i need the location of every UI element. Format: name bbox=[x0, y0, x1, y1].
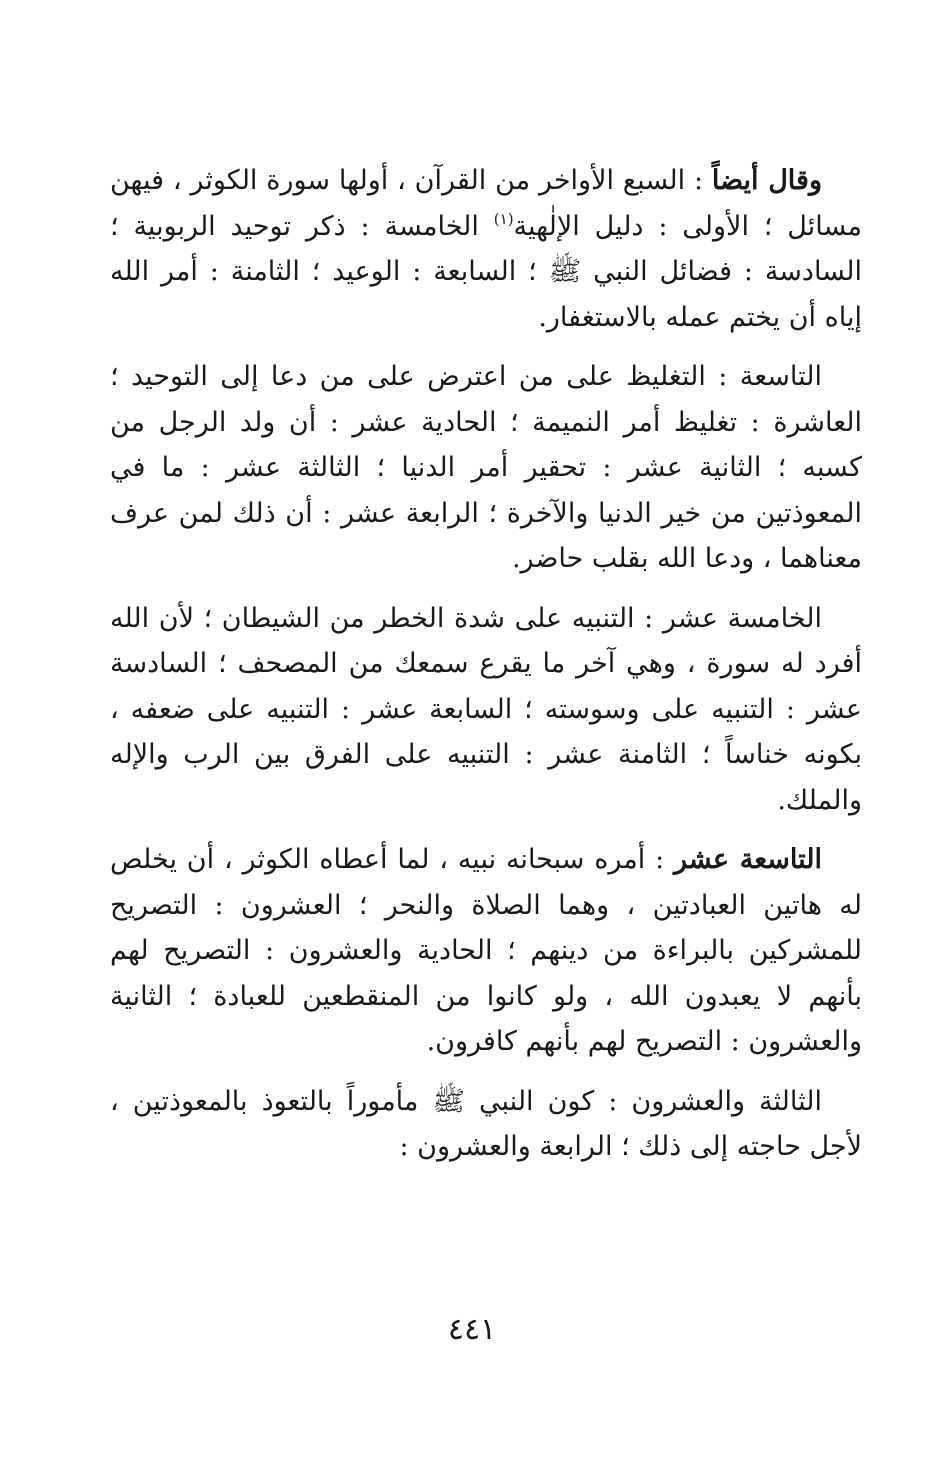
page-body bbox=[110, 158, 862, 1184]
paragraph-4-text: : أمره سبحانه نبيه ، لما أعطاه الكوثر ، أن يخلص له هاتين العبادتين ، وهما الصلاة والنحر ؛ العشرون : التصريح للمشركين بالبراءة من دينهم ؛ الحادية والعشرون : التصريح لهم بأنهم لا يعبدون الله ، ولو كانوا من المنقطعين للعبادة ؛ الثانية والعشرون : التصريح لهم بأنهم كافرون. bbox=[110, 844, 863, 1057]
paragraph-1-text-after: الخامسة : ذكر توحيد الربوبية ؛ السادسة : فضائل النبي ﷺ ؛ السابعة : الوعيد ؛ الثامنة : أمر الله إياه أن يختم عمله بالاستغفار. bbox=[110, 210, 862, 333]
paragraph-1-text: : السبع الأواخر من القرآن ، أولها سورة الكوثر ، فيهن مسائل ؛ الأولى : دليل الإلٰهية bbox=[110, 165, 862, 242]
paragraph-5: الثالثة والعشرون : كون النبي ﷺ مأموراً بالتعوذ بالمعوذتين ، لأجل حاجته إلى ذلك ؛ الرابعة والعشرون : bbox=[110, 1085, 862, 1162]
paragraph-2: التاسعة : التغليظ على من اعترض على من دعا إلى التوحيد ؛ العاشرة : تغليظ أمر النميمة ؛ الحادية عشر : أن ولد الرجل من كسبه ؛ الثانية عشر : تحقير أمر الدنيا ؛ الثالثة عشر : ما في المعوذتين من خير الدنيا والآخرة ؛ الرابعة عشر : أن ذلك لمن عرف معناهما ، ودعا الله بقلب حاضر. bbox=[110, 361, 862, 574]
paragraph-4-lead: التاسعة عشر bbox=[674, 844, 822, 875]
paragraph-1-lead: وقال أيضاً bbox=[711, 165, 822, 196]
paragraph-1 bbox=[110, 158, 862, 340]
page-number: ٤٤١ bbox=[447, 1312, 497, 1347]
paragraph-4 bbox=[110, 837, 862, 1065]
footnote-marker[interactable]: (١) bbox=[493, 209, 514, 228]
paragraph-3: الخامسة عشر : التنبيه على شدة الخطر من الشيطان ؛ لأن الله أفرد له سورة ، وهي آخر ما يقرع سمعك من المصحف ؛ السادسة عشر : التنبيه على وسوسته ؛ السابعة عشر : التنبيه على ضعفه ، بكونه خناساً ؛ الثامنة عشر : التنبيه على الفرق بين الرب والإله والملك. bbox=[110, 602, 862, 816]
